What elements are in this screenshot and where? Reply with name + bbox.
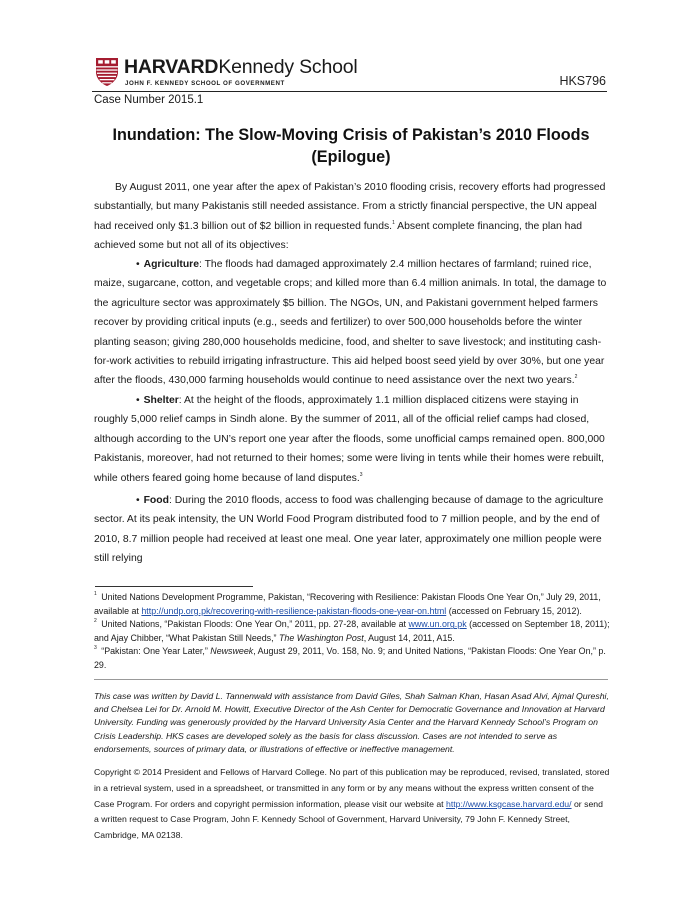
footnotes (94, 591, 610, 673)
intro-text-cont: Absent complete financing, the plan had achieved some but not all of its objectives: (94, 220, 583, 252)
bullet-icon: • (136, 259, 140, 270)
intro-paragraph (94, 178, 610, 256)
page-header (96, 58, 606, 98)
footnote-text: (accessed on September 18, 2011); and Ajay Chibber, “What Pakistan Still Needs,” (94, 619, 610, 643)
footnote-ref-3[interactable]: 3 (359, 471, 363, 478)
case-note-text: This case was written by David L. Tannenwald with assistance from David Giles, Shah Salman Khan, Hasan Asad Alvi, Ajmal Qureshi, and Chelsea Lei for Dr. Arnold M. Howitt, Executive Director of the Ash Center for Democratic Governance and Innovation at Harvard University. Funding was generously provided by the Harvard University Asia Center and the Harvard Kennedy School’s Program on Crisis Leadership. HKS cases are developed solely as the basis for class discussion. Cases are not intended to serve as endorsements, sources of primary data, or illustrations of effective or ineffective management. (94, 691, 609, 754)
logo-wordmark (124, 56, 358, 79)
footnote-text: United Nations, “Pakistan Floods: One Year On,” 2011, pp. 27-28, available at (98, 619, 409, 630)
case-note-divider (94, 679, 608, 680)
footnote-2 (94, 618, 610, 645)
logo-subtitle: JOHN F. KENNEDY SCHOOL OF GOVERNMENT (125, 80, 285, 87)
case-number: Case Number 2015.1 (94, 94, 204, 106)
bullet-text: : During the 2010 floods, access to food was challenging because of damage to the agriculture sector. At its peak intensity, the UN World Food Program distributed food to 7 million people, and by the end of 2010, 8.7 million people had received at least one meal. One year later, approximately one million people were still relying (94, 495, 604, 565)
logo-brand-regular: Kennedy School (218, 56, 358, 78)
bullet-text: : At the height of the floods, approximately 1.1 million displaced citizens were staying in roughly 5,000 relief camps in Sindh alone. By the summer of 2011, all of the official relief camps had closed, although according to the UN’s report one year after the floods, some unofficial camps remained open. 800,000 Pakistanis, moreover, had not returned to their homes; some were living in tents while their homes were rebuilt, while others feared going home because of land disputes. (94, 395, 605, 484)
footnote-link-undp[interactable]: http://undp.org.pk/recovering-with-resilience-pakistan-floods-one-year-on.html (141, 605, 447, 616)
copyright-text: Copyright © 2014 President and Fellows of Harvard College. No part of this publication may be reproduced, revised, translated, stored in a retrieval system, used in a spreadsheet, or transmitted in any form or by any means without the express written consent of the Case Program. For orders and copyright permission information, please visit our website at (94, 767, 610, 809)
copyright-notice (94, 765, 610, 844)
footnote-1 (94, 591, 610, 618)
harvard-shield-icon (96, 58, 118, 86)
footnote-number: 1 (94, 591, 97, 597)
ksgcase-link[interactable]: http://www.ksgcase.harvard.edu/ (446, 798, 572, 809)
case-code: HKS796 (559, 74, 606, 88)
document-title (96, 124, 606, 168)
footnote-text: , August 14, 2011, A15. (363, 632, 455, 643)
footnote-ref-2[interactable]: 2 (574, 374, 578, 381)
header-divider (92, 91, 607, 92)
footnote-divider (95, 586, 253, 587)
copyright-text-cont: or send a written request to Case Program, John F. Kennedy School of Government, Harvard University, 79 John F. Kennedy Street, Cambridge, MA 02138. (94, 798, 603, 841)
footnote-text: “Pakistan: One Year Later,” (98, 646, 211, 657)
footnote-publication: Newsweek (210, 646, 254, 657)
footnote-ref-1[interactable]: 1 (392, 219, 395, 226)
footnote-text: , August 29, 2011, Vo. 158, No. 9; and United Nations, “Pakistan Floods: One Year On,” p. 29. (94, 646, 606, 670)
footnote-3 (94, 645, 610, 672)
logo-brand-bold: HARVARD (124, 56, 219, 78)
footnote-link-un[interactable]: www.un.org.pk (408, 619, 467, 630)
bullet-icon: • (136, 395, 140, 406)
bullet-label: Shelter (143, 395, 179, 406)
footnote-text: United Nations Development Programme, Pakistan, “Recovering with Resilience: Pakistan Floods One Year On,” July 29, 2011, available at (94, 592, 601, 616)
bullet-label: Agriculture (143, 259, 199, 270)
bullet-food (94, 491, 610, 569)
intro-text: By August 2011, one year after the apex of Pakistan’s 2010 flooding crisis, recovery efforts had progressed substantially, but many Pakistanis still needed assistance. From a strictly financial perspective, the UN appeal had received only $1.3 billion out of $2 billion in requested funds. (94, 182, 606, 232)
footnote-number: 2 (94, 618, 97, 625)
bullet-icon: • (136, 495, 140, 506)
bullet-shelter (94, 391, 610, 488)
title-line-1: Inundation: The Slow-Moving Crisis of Pakistan’s 2010 Floods (112, 126, 590, 144)
bullet-agriculture (94, 255, 610, 391)
footnote-publication: The Washington Post (278, 632, 364, 643)
bullet-label: Food (143, 495, 169, 506)
footnote-text: (accessed on February 15, 2012). (446, 605, 582, 616)
bullet-text: : The floods had damaged approximately 2.4 million hectares of farmland; ruined rice, maize, sugarcane, cotton, and vegetable crops; and killed more than 6.4 million animals. In total, the damage to the agriculture sector was approximately $5 billion. The NGOs, UN, and Pakistani government helped farmers recover by providing critical inputs (e.g., seeds and fertilizer) to over 500,000 households before the winter planting season; giving 280,000 households medicine, food, and shelter to save livestock; and instituting cash-for-work activities to rebuild irrigating infrastructure. This aid helped boost seed yield by over 30%, but one year after the floods, 430,000 farming households would continue to need assistance over the next two years. (94, 259, 607, 387)
title-line-2: (Epilogue) (311, 148, 391, 166)
case-authorship-note (94, 690, 610, 756)
footnote-number: 3 (94, 645, 97, 652)
